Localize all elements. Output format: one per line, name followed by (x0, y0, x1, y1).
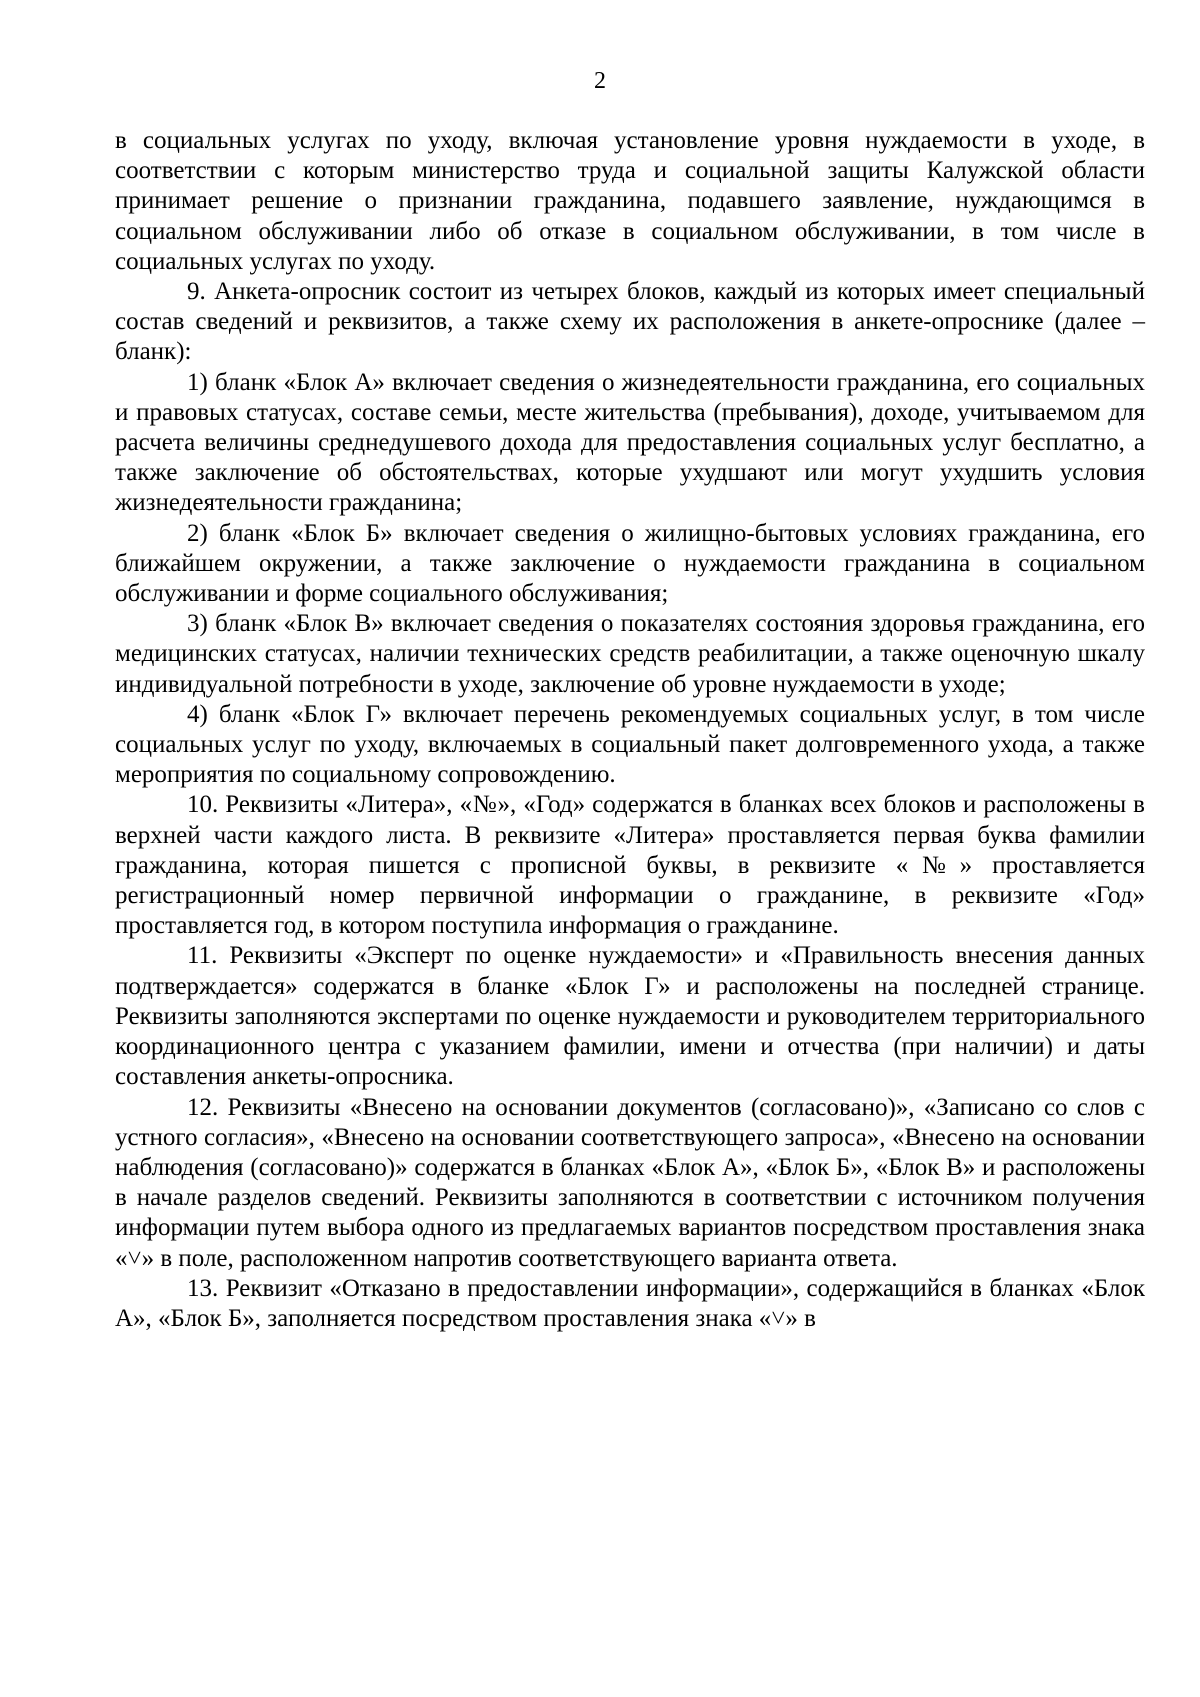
paragraph-subitem-3: 3) бланк «Блок В» включает сведения о показателях состояния здоровья гражданина, его медицинских статусах, наличии технических средств реабилитации, а также оценочную шкалу индивидуальной потребности в уходе, заключение об уровне нуждаемости в уходе; (115, 610, 1145, 698)
paragraph-subitem-2: 2) бланк «Блок Б» включает сведения о жилищно-бытовых условиях гражданина, его ближайшем окружении, а также заключение о нуждаемости гражданина в социальном обслуживании и форме социального обслуживания; (115, 519, 1145, 608)
paragraph-subitem-1: 1) бланк «Блок А» включает сведения о жизнедеятельности гражданина, его социальных и правовых статусах, составе семьи, месте жительства (пребывания), доходе, учитываемом для расчета величины среднедушевого дохода для предоставления социальных услуг бесплатно, а также заключение об обстоятельствах, которые ухудшают или могут ухудшить условия жизнедеятельности гражданина; (115, 368, 1145, 517)
paragraph-subitem-4: 4) бланк «Блок Г» включает перечень рекомендуемых социальных услуг, в том числе социальных услуг по уходу, включаемых в социальный пакет долговременного ухода, а также мероприятия по социальному сопровождению. (115, 700, 1145, 789)
paragraph-continuation: в социальных услугах по уходу, включая установление уровня нуждаемости в уходе, в соответствии с которым министерство труда и социальной защиты Калужской области принимает решение о признании гражданина, подавшего заявление, нуждающимся в социальном обслуживании либо об отказе в социальном обслуживании, в том числе в социальных услугах по уходу. (115, 127, 1145, 275)
paragraph-item-9: 9. Анкета-опросник состоит из четырех блоков, каждый из которых имеет специальный состав сведений и реквизитов, а также схему их расположения в анкете-опроснике (далее – бланк): (115, 278, 1145, 366)
document-body (115, 126, 1145, 1334)
paragraph-item-12: 12. Реквизиты «Внесено на основании документов (согласовано)», «Записано со слов с устного согласия», «Внесено на основании соответствующего запроса», «Внесено на основании наблюдения (согласовано)» содержатся в бланках «Блок А», «Блок Б», «Блок В» и расположены в начале разделов сведений. Реквизиты заполняются в соответствии с источником получения информации путем выбора одного из предлагаемых вариантов посредством проставления знака «˅» в поле, расположенном напротив соответствующего варианта ответа. (115, 1093, 1145, 1272)
paragraph-item-13: 13. Реквизит «Отказано в предоставлении информации», содержащийся в бланках «Блок А», «Блок Б», заполняется посредством проставления знака «˅» в (115, 1274, 1145, 1332)
page-number: 2 (594, 68, 606, 94)
paragraph-item-10: 10. Реквизиты «Литера», «№», «Год» содержатся в бланках всех блоков и расположены в верхней части каждого листа. В реквизите «Литера» проставляется первая буква фамилии гражданина, которая пишется с прописной буквы, в реквизите «№» проставляется регистрационный номер первичной информации о гражданине, в реквизите «Год» проставляется год, в котором поступила информация о гражданине. (115, 791, 1145, 940)
paragraph-item-11: 11. Реквизиты «Эксперт по оценке нуждаемости» и «Правильность внесения данных подтверждается» содержатся в бланке «Блок Г» и расположены на последней странице. Реквизиты заполняются экспертами по оценке нуждаемости и руководителем территориального координационного центра с указанием фамилии, имени и отчества (при наличии) и даты составления анкеты-опросника. (115, 942, 1145, 1091)
